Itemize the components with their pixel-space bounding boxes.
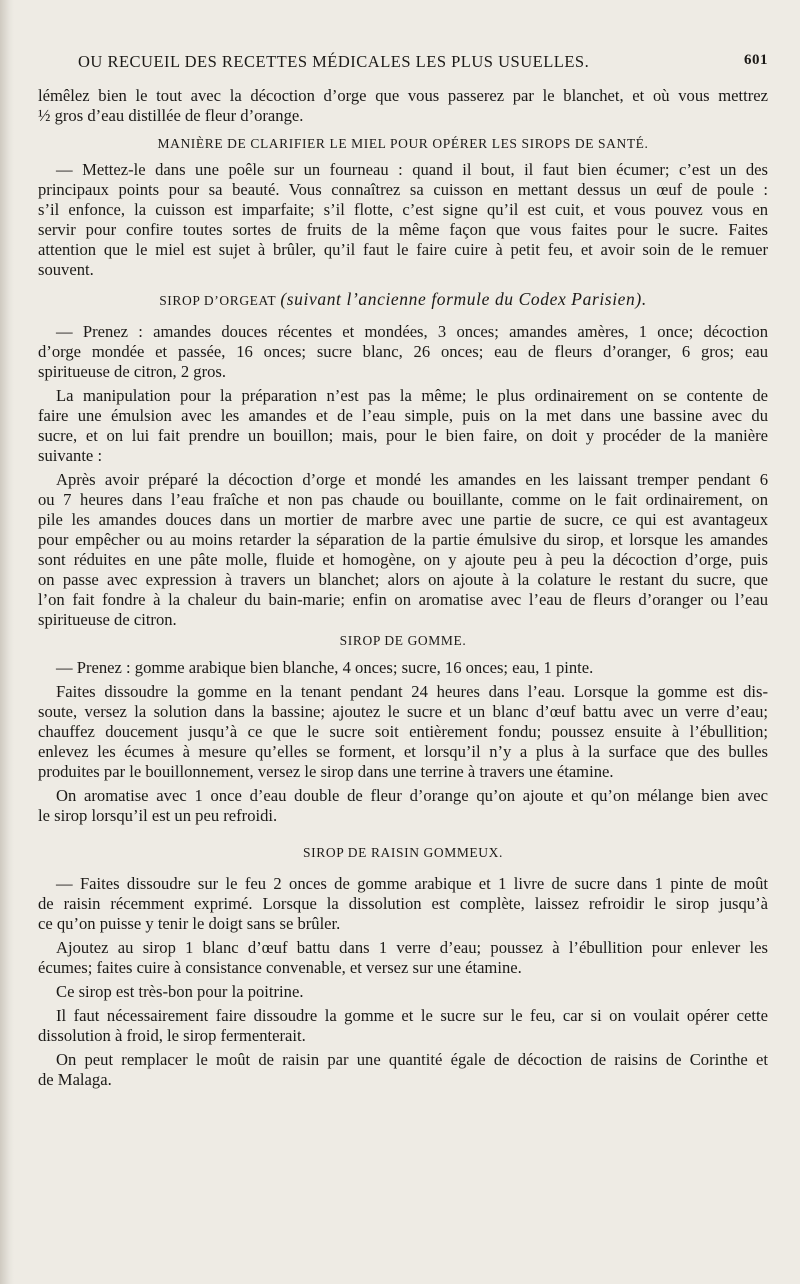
text-line: spiritueuse de citron. <box>38 610 177 629</box>
text-line: pour empêcher ou au moins retarder la séparation de la partie émulsive du sirop, et lorsque les amandes <box>38 530 768 549</box>
text-line: principaux points pour sa beauté. Vous connaîtrez sa cuisson en mettant dessus un œuf de poule : <box>38 180 768 199</box>
text-line: sont réduites en une pâte molle, fluide et homogène, on y ajoute peu à peu la décoction d’orge, puis <box>38 550 768 569</box>
text-line: spiritueuse de citron, 2 gros. <box>38 362 227 381</box>
text-line: pile les amandes douces dans un mortier de marbre avec une partie de sucre, ce qui est avantageux <box>38 510 768 529</box>
section-title-italic: (suivant l’ancienne formule du Codex Parisien). <box>280 289 647 309</box>
text-line: chauffez doucement jusqu’à ce que le sucre soit entièrement fondu; poussez ensuite à l’ébullition; <box>38 722 768 741</box>
text-line: La manipulation pour la préparation n’est pas la même; le plus ordinairement on se contente de <box>56 386 768 405</box>
section-title-orgeat <box>38 290 768 311</box>
running-header <box>30 52 770 72</box>
page-number: 601 <box>744 52 768 68</box>
text-line: ou 7 heures dans l’eau fraîche et non pas chaude ou bouillante, comme on le fait ordinairement, on <box>38 490 768 509</box>
text-line: l’on fait fondre à la chaleur du bain-marie; enfin on aromatise avec l’eau de fleurs d’oranger ou l’eau <box>38 590 768 609</box>
text-line: souvent. <box>38 260 94 279</box>
section-title-main: SIROP D’ORGEAT <box>159 293 277 308</box>
text-line: Ajoutez au sirop 1 blanc d’œuf battu dans 1 verre d’eau; poussez à l’ébullition pour enlever les <box>56 938 768 957</box>
text-line: — Prenez : amandes douces récentes et mondées, 3 onces; amandes amères, 1 once; décoction <box>56 322 768 341</box>
text-line: d’orge mondée et passée, 16 onces; sucre blanc, 26 onces; eau de fleurs d’oranger, 6 gros; eau <box>38 342 768 361</box>
text-line: de raisin récemment exprimé. Lorsque la dissolution est complète, laissez refroidir le sirop jusqu’à <box>38 894 768 913</box>
text-line: enlevez les écumes à mesure qu’elles se forment, et lorsqu’il n’y a plus à la surface que des bulles <box>38 742 768 761</box>
section-title-honey: MANIÈRE DE CLARIFIER LE MIEL POUR OPÉRER LES SIROPS DE SANTÉ. <box>157 136 649 151</box>
text-line: ce qu’on puisse y tenir le doigt sans se brûler. <box>38 914 341 933</box>
text-line: on passe avec expression à travers un blanchet; alors on ajoute à la colature le restant du sucre, que <box>38 570 768 589</box>
text-line: On peut remplacer le moût de raisin par une quantité égale de décoction de raisins de Corinthe et <box>56 1050 768 1069</box>
text-line: — Faites dissoudre sur le feu 2 onces de gomme arabique et 1 livre de sucre dans 1 pinte de moût <box>56 874 768 893</box>
section-title-gum: SIROP DE GOMME. <box>339 633 467 648</box>
text-line: suivante : <box>38 446 103 465</box>
text-line: — Prenez : gomme arabique bien blanche, 4 onces; sucre, 16 onces; eau, 1 pinte. <box>56 658 594 677</box>
text-line: produites par le bouillonnement, versez le sirop dans une terrine à travers une étamine. <box>38 762 614 781</box>
text-line: Faites dissoudre la gomme en la tenant pendant 24 heures dans l’eau. Lorsque la gomme est dis- <box>56 682 768 701</box>
text-line: servir pour confire toutes sortes de fruits de la même façon que vous faites pour le sucre. Faites <box>38 220 768 239</box>
text-line: Après avoir préparé la décoction d’orge et mondé les amandes en les laissant tremper pendant 6 <box>56 470 768 489</box>
text-line: dissolution à froid, le sirop fermenterait. <box>38 1026 306 1045</box>
text-line: Il faut nécessairement faire dissoudre la gomme et le sucre sur le feu, car si on voulait opérer cette <box>56 1006 768 1025</box>
text-line: soute, versez la solution dans la bassine; ajoutez le sucre et un blanc d’œuf battu avec un verre d’eau; <box>38 702 768 721</box>
text-line: faire une émulsion avec les amandes et de l’eau simple, puis on la met dans une bassine avec du <box>38 406 768 425</box>
text-line: attention que le miel est sujet à brûler, qu’il faut le faire cuire à petit feu, et avoir soin de le remuer <box>38 240 768 259</box>
running-title: OU RECUEIL DES RECETTES MÉDICALES LES PLUS USUELLES. <box>78 52 590 71</box>
text-line: de Malaga. <box>38 1070 112 1089</box>
text-line: s’il enfonce, la cuisson est imparfaite; s’il flotte, c’est signe qu’il est cuit, et vous pouvez vous en <box>38 200 768 219</box>
text-line: écumes; faites cuire à consistance convenable, et versez sur une étamine. <box>38 958 522 977</box>
text-line: ½ gros d’eau distillée de fleur d’orange. <box>38 106 304 125</box>
text-line: On aromatise avec 1 once d’eau double de fleur d’orange qu’on ajoute et qu’on mélange bien avec <box>56 786 768 805</box>
section-title-grape: SIROP DE RAISIN GOMMEUX. <box>303 845 503 860</box>
text-line: sucre, et on lui fait prendre un bouillon; mais, pour le bien faire, on doit y procéder de la manière <box>38 426 768 445</box>
page-gutter-shadow <box>0 0 14 1284</box>
text-line: lémêlez bien le tout avec la décoction d’orge que vous passerez par le blanchet, et où vous mettrez <box>38 86 768 105</box>
text-line: le sirop lorsqu’il est un peu refroidi. <box>38 806 278 825</box>
text-line: Ce sirop est très-bon pour la poitrine. <box>56 982 304 1001</box>
text-line: — Mettez-le dans une poêle sur un fourneau : quand il bout, il faut bien écumer; c’est un des <box>56 160 768 179</box>
